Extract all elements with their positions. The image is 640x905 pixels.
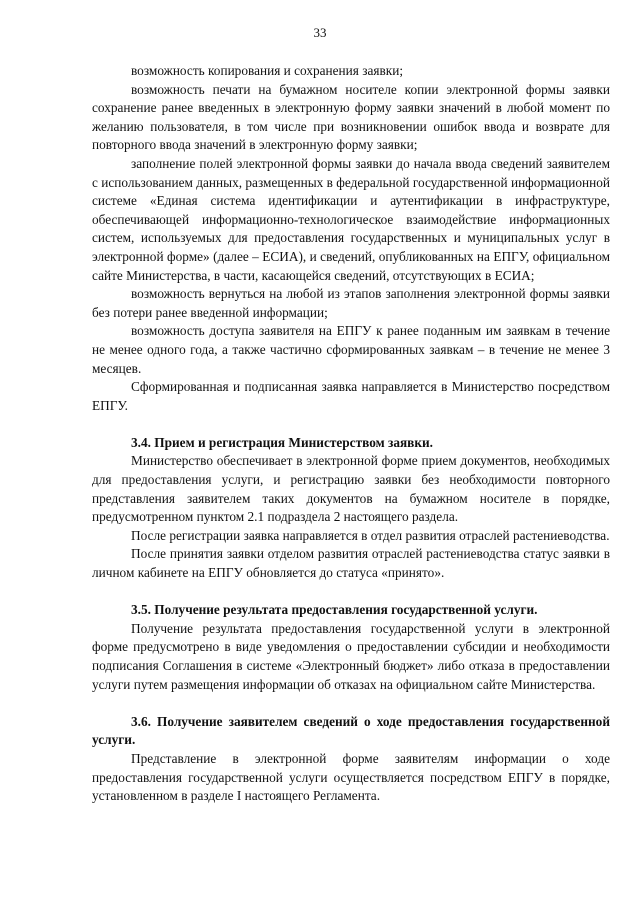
section-heading-3-4: 3.4. Прием и регистрация Министерством заявки.: [131, 434, 433, 450]
section-heading-3-5: 3.5. Получение результата предоставления государственной услуги.: [131, 602, 538, 618]
paragraph-access-history: возможность доступа заявителя на ЕПГУ к ранее поданным им заявкам в течение не менее одного года, а также частично сформированных заявкам – в течение не менее 3 месяцев.: [92, 323, 610, 376]
page-number: 33: [313, 25, 327, 40]
paragraph-after-registration: После регистрации заявка направляется в отдел развития отраслей растениеводства.: [131, 527, 610, 543]
paragraph-result: Получение результата предоставления государственной услуги в электронной форме предусмотрено в виде уведомления о предоставлении субсидии и необходимости подписания Соглашения в системе «Электронный бюджет» либо отказа в предоставлении услуги путем размещения информации об отказах на официальном сайте Министерства.: [92, 620, 610, 692]
paragraph-copy-save: возможность копирования и сохранения заявки;: [131, 63, 404, 78]
document-body: [92, 62, 610, 806]
paragraph-return-steps: возможность вернуться на любой из этапов заполнения электронной формы заявки без потери ранее введенной информации;: [92, 286, 610, 320]
paragraph-esia-fill: заполнение полей электронной формы заявки до начала ввода сведений заявителем с использованием данных, размещенных в федеральной государственной информационной системе «Единая система идентификации и аутентификации в инфраструктуре, обеспечивающей информационно-технологическое взаимодействие информационных систем, используемых для предоставления государственных и муниципальных услуг в электронной форме» (далее – ЕСИА), и сведений, опубликованных на ЕПГУ, официальном сайте Министерства, в части, касающейся сведений, отсутствующих в ЕСИА;: [92, 155, 610, 283]
section-gap: [92, 583, 610, 602]
section-gap: [92, 415, 610, 434]
paragraph-reception: Министерство обеспечивает в электронной форме прием документов, необходимых для предоставления услуги, и регистрацию заявки без необходимости повторного представления заявителем таких документов на бумажном носителе в порядке, предусмотренном пунктом 2.1 подраздела 2 настоящего раздела.: [92, 453, 610, 525]
section-heading-3-6: 3.6. Получение заявителем сведений о ходе предоставления государственной услуги.: [92, 713, 610, 748]
section-gap: [92, 694, 610, 713]
paragraph-print: возможность печати на бумажном носителе копии электронной формы заявки сохранение ранее введенных в электронную форму заявки значений в любой момент по желанию пользователя, в том числе при возникновении ошибок ввода и возврате для повторного ввода значений в электронную форму заявки;: [92, 81, 610, 153]
paragraph-submission: Сформированная и подписанная заявка направляется в Министерство посредством ЕПГУ.: [92, 379, 610, 413]
paragraph-status-update: После принятия заявки отделом развития отраслей растениеводства статус заявки в личном кабинете на ЕПГУ обновляется до статуса «принято».: [92, 546, 610, 581]
paragraph-progress-info: Представление в электронной форме заявителям информации о ходе предоставления государственной услуги осуществляется посредством ЕПГУ в порядке, установленном в разделе I настоящего Регламента.: [92, 750, 610, 804]
